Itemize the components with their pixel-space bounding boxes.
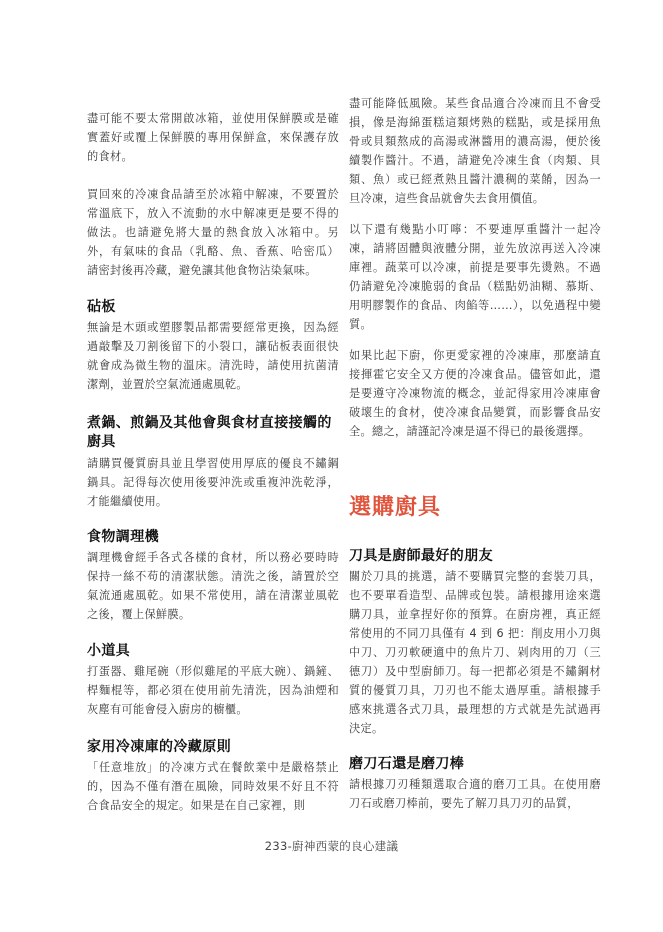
paragraph-sharpening: 請根據刀刃種類選取合適的磨刀工具。在使用磨刀石或磨刀棒前，要先了解刀具刀刃的品質， bbox=[349, 778, 601, 810]
paragraph-freezer-tips: 以下還有幾點小叮嚀：不要連厚重醬汁一起冷凍，請將固體與液體分開，並先放涼再送入冷凍庫裡。蔬菜可以冷凍，前提是要事先燙熟。不過仍請避免冷凍脆弱的食品（糕點奶油糊、慕斯、用明膠製作的食品、肉餡等……），以免過程中變質。 bbox=[349, 223, 601, 331]
heading-small-tools: 小道具 bbox=[87, 643, 131, 659]
heading-knives: 刀具是廚師最好的朋友 bbox=[349, 548, 493, 564]
heading-cutting-board: 砧板 bbox=[87, 299, 116, 315]
heading-home-freezer: 家用冷凍庫的冷藏原則 bbox=[87, 739, 231, 755]
paragraph-pots-pans: 請購買優質廚具並且學習使用厚底的優良不鏽鋼鍋具。記得每次使用後要沖洗或重複沖洗乾淨，才能繼續使用。 bbox=[87, 457, 339, 508]
paragraph-refrigerator: 盡可能不要太常開啟冰箱，並使用保鮮膜或是確實蓋好或覆上保鮮膜的專用保鮮盒，來保護存放的食材。 bbox=[87, 112, 339, 163]
paragraph-conclusion: 如果比起下廚，你更愛家裡的冷凍庫，那麼請直接揮霍它安全又方便的冷凍食品。儘管如此，還是要遵守冷凍物流的概念，並記得家用冷凍庫會破壞生的食材，使冷凍食品變質，而影響食品安全。總之，請謹記冷凍是逼不得已的最後選擇。 bbox=[349, 349, 601, 438]
paragraph-small-tools: 打蛋器、雞尾碗（形似雞尾的平底大碗）、鍋鏟、桿麵棍等，都必須在使用前先清洗，因為油煙和灰塵有可能會侵入廚房的櫥櫃。 bbox=[87, 665, 339, 716]
heading-pots-pans: 煮鍋、煎鍋及其他會與食材直接接觸的廚具 bbox=[87, 415, 332, 450]
page-footer bbox=[0, 838, 663, 854]
book-title: 廚神西蒙的良心建議 bbox=[292, 839, 399, 853]
section-title: 選購廚具 bbox=[349, 495, 442, 520]
paragraph-knives: 關於刀具的挑選，請不要購買完整的套裝刀具，也不要單看造型、品牌或包裝。請根據用途來選購刀具，並拿捏好你的預算。在廚房裡，真正經常使用的不同刀具僅有 4 到 6 把：削皮用小刀與中刀、刀刃軟硬適中的魚片刀、剁肉用的刀（三德刀）及中型廚師刀。每一把都必須是不鏽鋼材質的優質刀具，刀刃也不能太過厚重。請根據手感來挑選各式刀具，最理想的方式就是先試過再決定。 bbox=[349, 570, 601, 735]
page-number: 233- bbox=[264, 839, 293, 853]
paragraph-home-freezer: 「任意堆放」的冷凍方式在餐飲業中是嚴格禁止的，因為不僅有潛在風險，同時效果不好且不符合食品安全的規定。如果是在自己家裡，則 bbox=[87, 761, 339, 812]
heading-sharpening: 磨刀石還是磨刀棒 bbox=[349, 756, 465, 772]
paragraph-freezer-continued: 盡可能降低風險。某些食品適合冷凍而且不會受損，像是海綿蛋糕這類烤熟的糕點，或是採用魚骨或貝類熬成的高湯或淋醬用的濃高湯，便於後續製作醬汁。不過，請避免冷凍生食（肉類、貝類、魚）或已經煮熟且醬汁濃稠的菜餚，因為一旦冷凍，這些食品就會失去食用價值。 bbox=[349, 97, 601, 205]
paragraph-frozen-food: 買回來的冷凍食品請至於冰箱中解凍，不要置於常溫底下，放入不流動的水中解凍更是要不得的做法。也請避免將大量的熱食放入冰箱中。另外，有氣味的食品（乳酪、魚、香蕉、哈密瓜）請密封後再冷藏，避免讓其他食物沾染氣味。 bbox=[87, 188, 339, 277]
heading-food-processor: 食物調理機 bbox=[87, 529, 159, 545]
paragraph-cutting-board: 無論是木頭或塑膠製品都需要經常更換，因為經過敲擊及刀割後留下的小裂口，讓砧板表面很快就會成為微生物的溫床。清洗時，請使用抗菌清潔劑，並置於空氣流通處風乾。 bbox=[87, 321, 339, 391]
paragraph-food-processor: 調理機會經手各式各樣的食材，所以務必要時時保持一絲不苟的清潔狀態。清洗之後，請置於空氣流通處風乾。如果不常使用，請在清潔並風乾之後，覆上保鮮膜。 bbox=[87, 551, 339, 621]
